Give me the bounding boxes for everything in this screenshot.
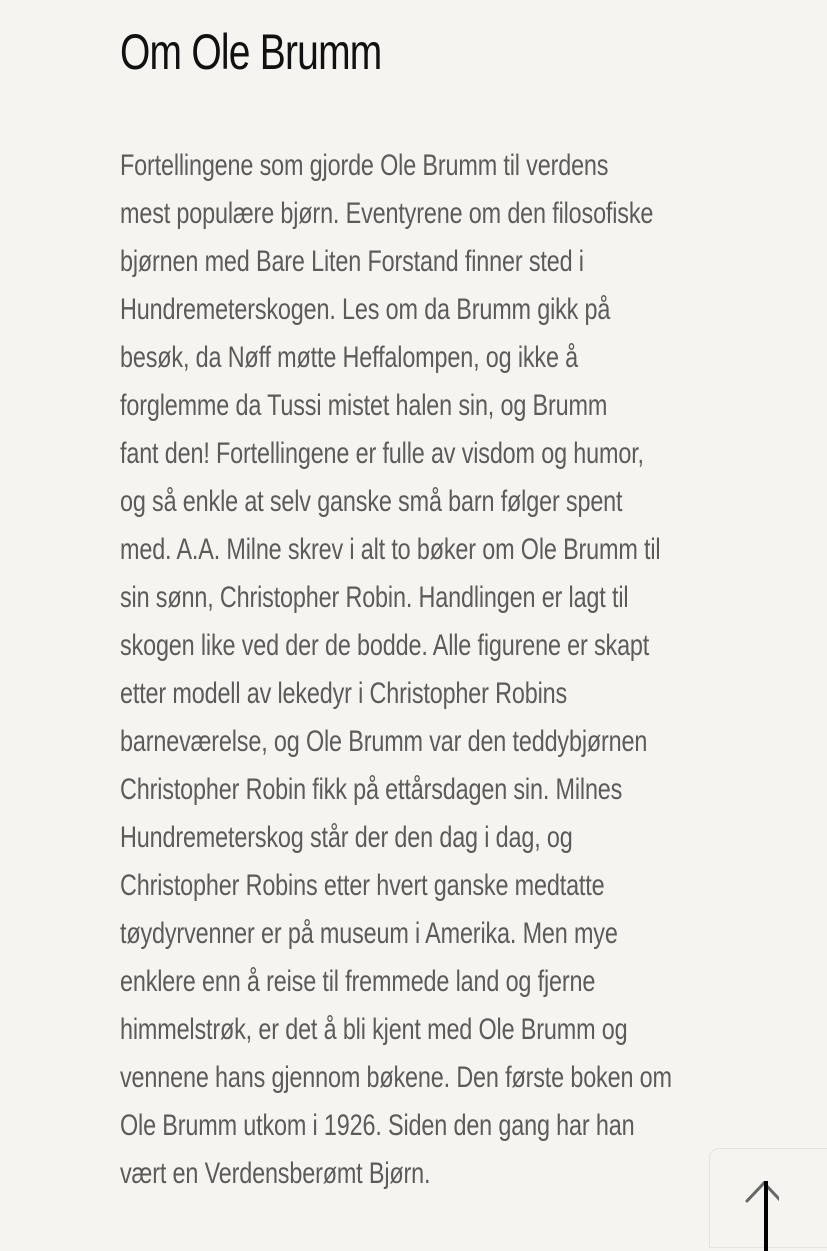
- article-line: vennene hans gjennom bøkene. Den første boken om: [120, 1061, 672, 1094]
- chevron-up-icon: [745, 1175, 779, 1209]
- article-line: forglemme da Tussi mistet halen sin, og Brumm: [120, 389, 608, 422]
- arrow-up-icon: [764, 1181, 768, 1251]
- scroll-to-top-button[interactable]: [709, 1148, 827, 1248]
- article-line: med. A.A. Milne skrev i alt to bøker om Ole Brumm til: [120, 533, 661, 566]
- article-line: Hundremeterskogen. Les om da Brumm gikk på: [120, 293, 611, 326]
- article-line: vært en Verdensberømt Bjørn.: [120, 1157, 431, 1190]
- article-line: mest populære bjørn. Eventyrene om den filosofiske: [120, 197, 654, 230]
- article-line: og så enkle at selv ganske små barn følger spent: [120, 485, 623, 518]
- article-line: himmelstrøk, er det å bli kjent med Ole Brumm og: [120, 1013, 628, 1046]
- article-line: etter modell av lekedyr i Christopher Robins: [120, 677, 568, 710]
- article-line: enklere enn å reise til fremmede land og fjerne: [120, 965, 596, 998]
- article-line: bjørnen med Bare Liten Forstand finner sted i: [120, 245, 584, 278]
- article-line: Hundremeterskog står der den dag i dag, og: [120, 821, 573, 854]
- article-body: [120, 142, 720, 1198]
- page-title: Om Ole Brumm: [120, 24, 382, 80]
- article-line: tøydyrvenner er på museum i Amerika. Men mye: [120, 917, 618, 950]
- article-line: fant den! Fortellingene er fulle av visdom og humor,: [120, 437, 644, 470]
- article-line: skogen like ved der de bodde. Alle figurene er skapt: [120, 629, 650, 662]
- article-line: sin sønn, Christopher Robin. Handlingen er lagt til: [120, 581, 629, 614]
- article-line: barneværelse, og Ole Brumm var den teddybjørnen: [120, 725, 648, 758]
- article-line: Christopher Robins etter hvert ganske medtatte: [120, 869, 605, 902]
- article-line: besøk, da Nøff møtte Heffalompen, og ikke å: [120, 341, 579, 374]
- article-line: Ole Brumm utkom i 1926. Siden den gang har han: [120, 1109, 635, 1142]
- article-line: Christopher Robin fikk på ettårsdagen sin. Milnes: [120, 773, 623, 806]
- article-line: Fortellingene som gjorde Ole Brumm til verdens: [120, 149, 609, 182]
